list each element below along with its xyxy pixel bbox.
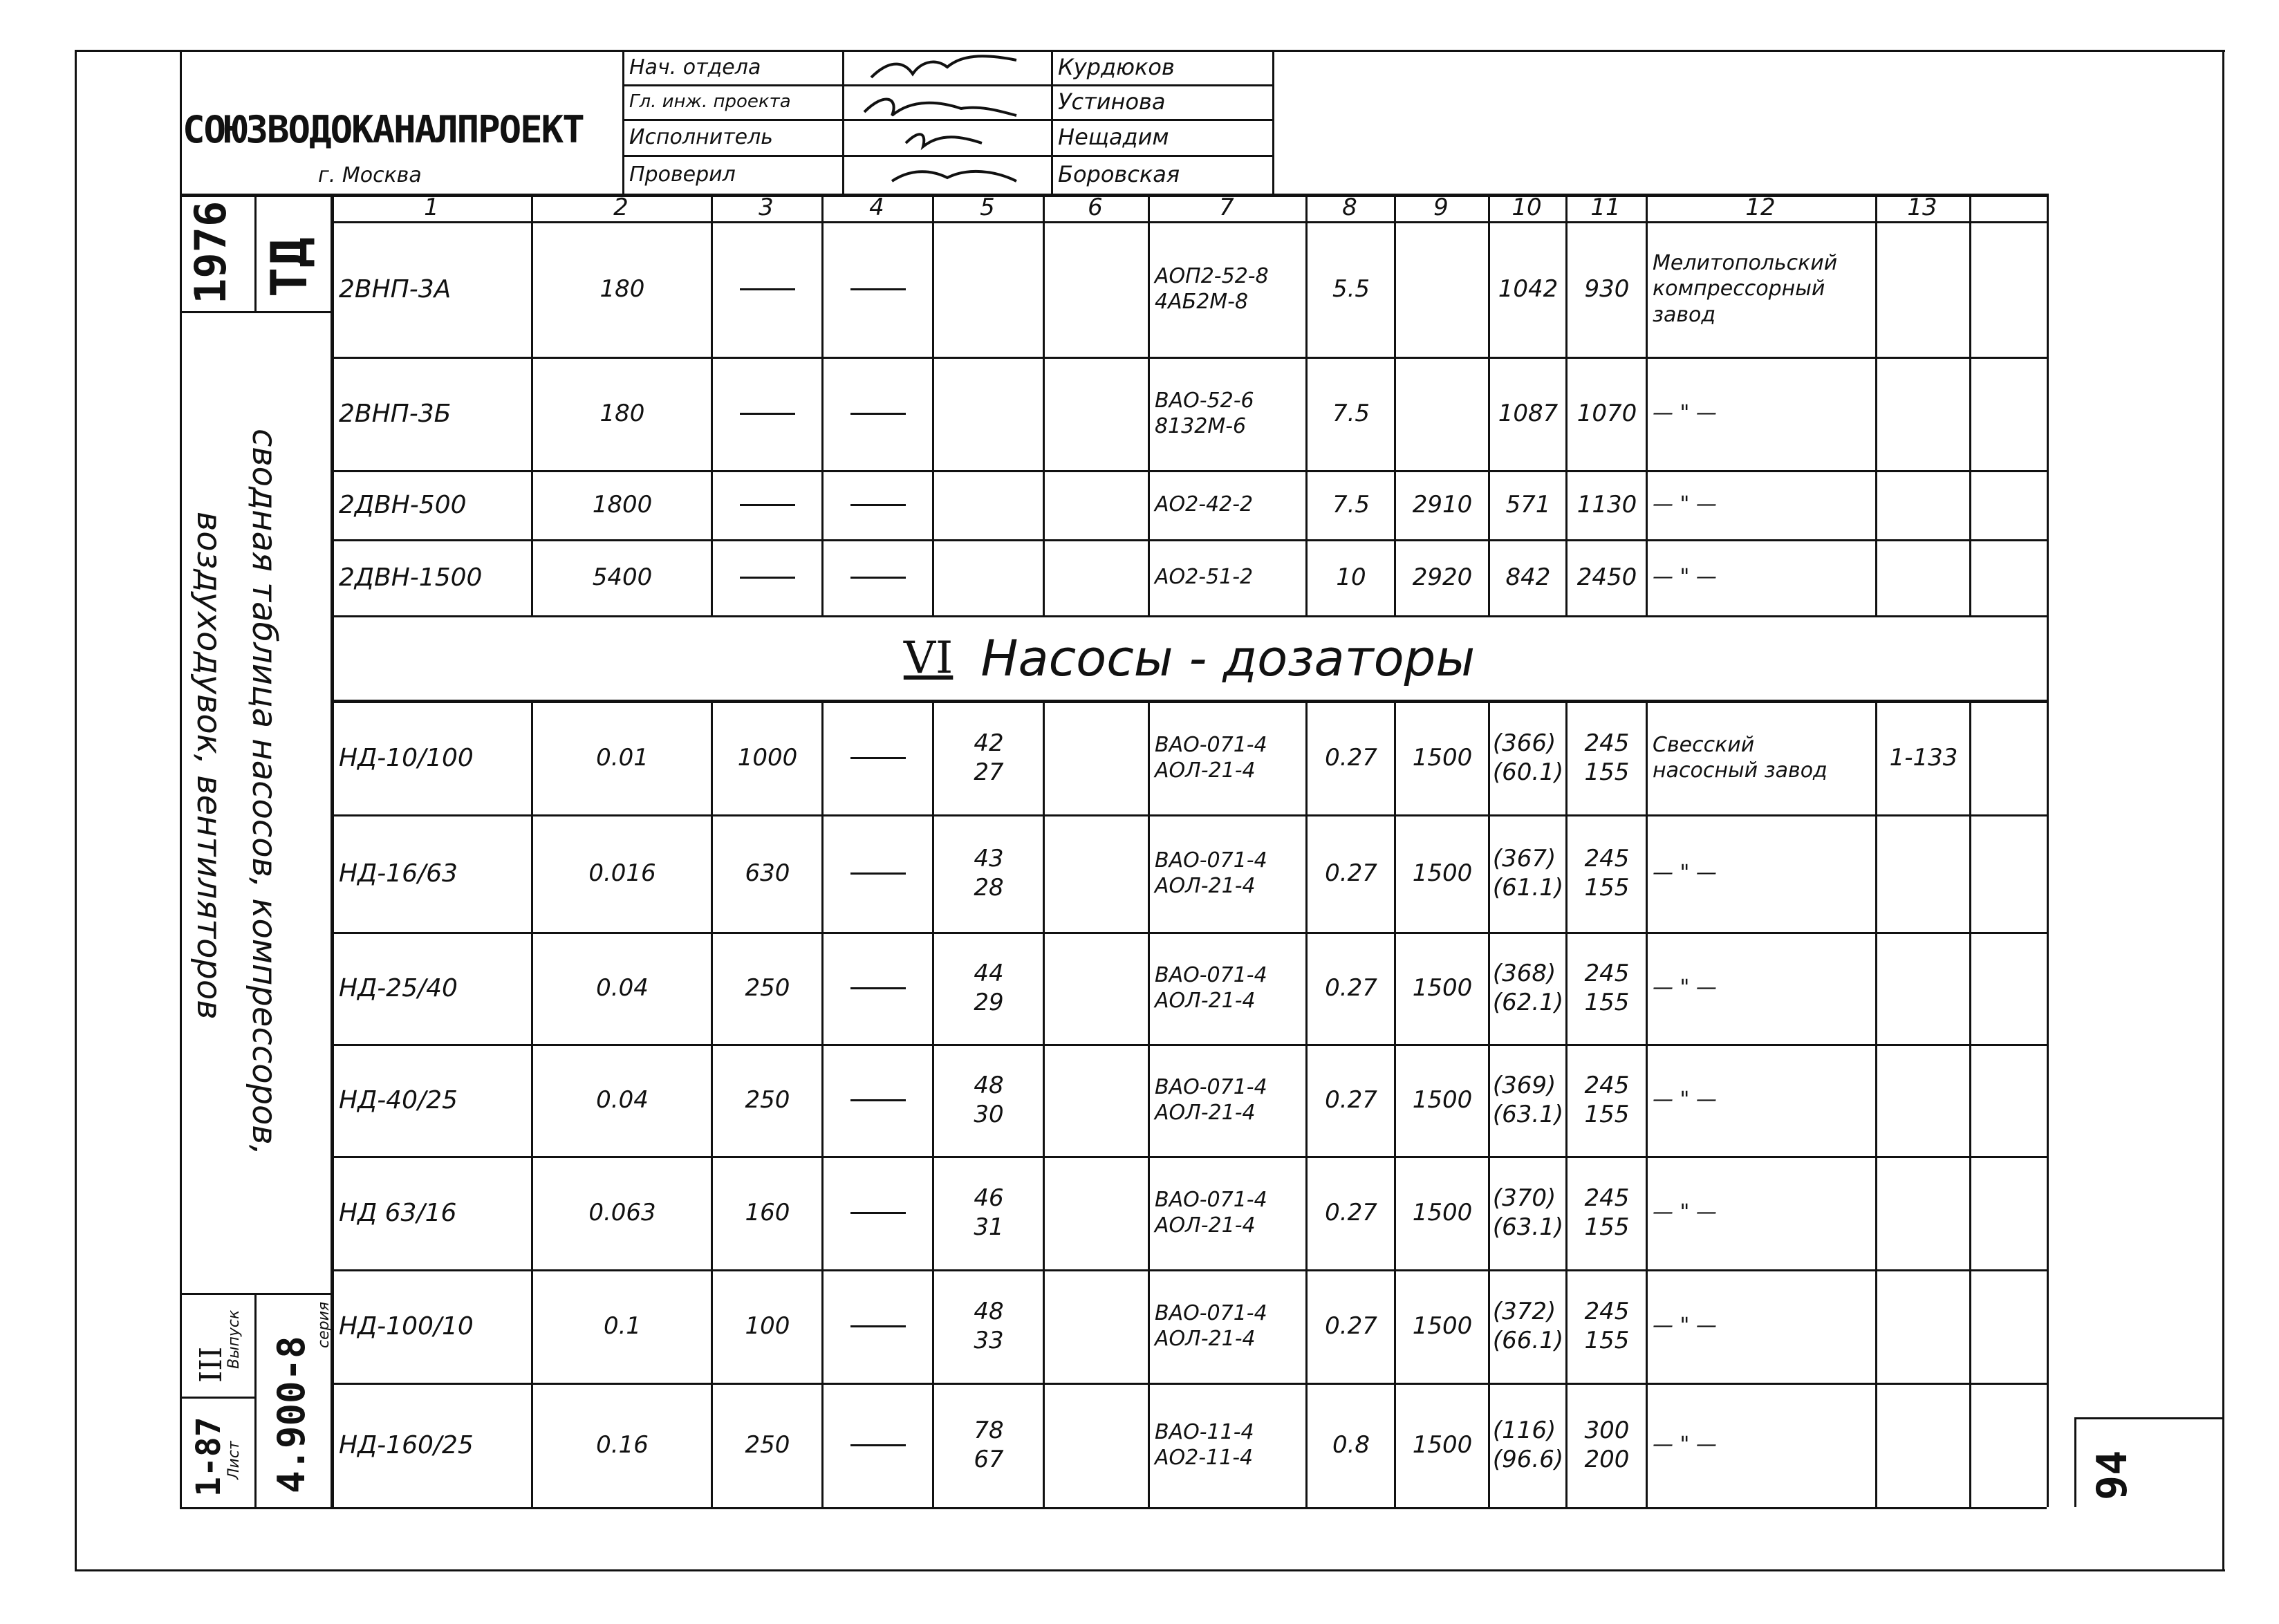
rows_top-row-4-col-11: 2450	[1576, 563, 1637, 591]
rows_bottom-row-3-col-6	[1050, 932, 1144, 1044]
rows_bottom-row-4-col-3: 250	[745, 1085, 790, 1114]
section-text: Насосы - дозаторы	[980, 629, 1476, 687]
rows_bottom-row-1-col-5: 42 27	[974, 729, 1004, 786]
rows_bottom-row-1-col-3: 1000	[737, 743, 798, 772]
stamp-role-3: Исполнитель	[629, 124, 773, 149]
rows_bottom-row-7-col-5: 78 67	[974, 1416, 1004, 1473]
rows_top-row-4-col-12: — " —	[1653, 565, 1717, 590]
side-title-line2: воздуходувок, вентиляторов	[189, 512, 228, 1020]
rows_top-row-3-col-5	[939, 470, 1039, 539]
rows_top-row-4-col-5	[939, 539, 1039, 615]
rows_top-row-1-col-2: 180	[599, 274, 645, 303]
dash-mark	[850, 757, 906, 759]
rows_top-row-3-col-7: АО2-42-2	[1155, 492, 1254, 517]
rows_top-row-2-col-6	[1050, 357, 1144, 470]
rows_top-row-2-col-5	[939, 357, 1039, 470]
rows_bottom-row-3-col-5: 44 29	[974, 959, 1004, 1016]
rows_top-row-4-col-2: 5400	[592, 563, 653, 591]
section-numeral: VI	[903, 633, 954, 684]
rows_top-row-3-col-11: 1130	[1576, 490, 1637, 519]
rows_top-row-3-col-2: 1800	[592, 490, 653, 519]
dash-mark	[740, 288, 795, 290]
column-header-1: 1	[424, 194, 439, 221]
column-header-4: 4	[869, 194, 884, 221]
rows_bottom-row-5-col-6	[1050, 1156, 1144, 1269]
rows_bottom-row-1-col-7: ВАО-071-4 АОЛ-21-4	[1155, 732, 1267, 783]
rows_bottom-row-2-col-12: — " —	[1653, 861, 1717, 886]
rows_bottom-row-7-col-1: НД-160/25	[339, 1430, 474, 1459]
dash-mark	[740, 413, 795, 415]
rows_top-row-3-col-8: 7.5	[1332, 490, 1370, 519]
dash-mark	[850, 1099, 906, 1101]
rows_top-row-3-col-6	[1050, 470, 1144, 539]
rows_top-row-2-col-9	[1401, 357, 1484, 470]
sheet-left-border	[75, 50, 77, 1571]
rows_top-row-2-col-8: 7.5	[1332, 399, 1370, 427]
side-sheet-label: Лист	[225, 1441, 243, 1480]
rows_bottom-row-5-col-1: НД 63/16	[339, 1198, 457, 1227]
rows_top-row-4-col-8: 10	[1336, 563, 1366, 591]
column-header-6: 6	[1088, 194, 1103, 221]
section-title	[332, 615, 2047, 701]
rows_bottom-row-1-col-12: Свесский насосный завод	[1653, 732, 1827, 783]
column-header-5: 5	[980, 194, 995, 221]
rows_bottom-row-2-col-7: ВАО-071-4 АОЛ-21-4	[1155, 848, 1267, 898]
rows_bottom-row-5-col-9: 1500	[1412, 1198, 1473, 1226]
stamp-name-1: Курдюков	[1058, 54, 1175, 80]
rows_bottom-row-2-col-13	[1882, 814, 1965, 932]
signature-graphics	[844, 50, 1050, 194]
rows_top-row-1-col-7: АОП2-52-8 4АБ2М-8	[1155, 263, 1269, 314]
rows_bottom-row-6-col-13	[1882, 1269, 1965, 1383]
rows_bottom-row-3-col-12: — " —	[1653, 976, 1717, 1000]
rows_bottom-row-1-col-8: 0.27	[1325, 743, 1377, 772]
rows_top-row-4-col-3	[718, 539, 817, 615]
main-table	[332, 194, 2047, 1507]
dash-mark	[850, 1212, 906, 1214]
rows_bottom-row-6-col-8: 0.27	[1325, 1312, 1377, 1340]
rows_bottom-row-5-col-3: 160	[745, 1198, 790, 1226]
dash-mark	[850, 987, 906, 989]
rows_top-row-3-col-4	[828, 470, 928, 539]
dash-mark	[850, 504, 906, 506]
rows_top-row-1-col-12: Мелитопольский компрессорный завод	[1653, 250, 1838, 327]
sheet-right-border	[2222, 50, 2224, 1571]
dash-mark	[850, 1444, 906, 1446]
rows_top-row-3-col-13	[1882, 470, 1965, 539]
rows_bottom-row-3-col-4	[828, 932, 928, 1044]
side-series-value: 4.900-8	[270, 1336, 313, 1493]
rows_bottom-row-4-col-4	[828, 1044, 928, 1156]
rows_bottom-row-6-col-7: ВАО-071-4 АОЛ-21-4	[1155, 1300, 1267, 1351]
rows_bottom-row-7-col-8: 0.8	[1332, 1430, 1370, 1459]
column-header-10: 10	[1511, 194, 1542, 221]
stamp-role-2: Гл. инж. проекта	[629, 91, 791, 112]
side-issue-label: Выпуск	[225, 1309, 243, 1369]
side-year: 1976	[185, 200, 236, 304]
rows_bottom-row-3-col-11: 245 155	[1584, 959, 1630, 1016]
dash-mark	[850, 288, 906, 290]
rows_bottom-row-6-col-11: 245 155	[1584, 1297, 1630, 1354]
column-header-13: 13	[1907, 194, 1937, 221]
organization-name: СОЮЗВОДОКАНАЛПРОЕКТ	[183, 107, 584, 151]
column-header-9: 9	[1433, 194, 1449, 221]
side-sheet-value: 1-87	[189, 1417, 228, 1497]
rows_bottom-row-6-col-1: НД-100/10	[339, 1312, 474, 1341]
rows_top-row-4-col-13	[1882, 539, 1965, 615]
dash-mark	[740, 577, 795, 579]
rows_top-row-4-col-4	[828, 539, 928, 615]
rows_top-row-4-col-6	[1050, 539, 1144, 615]
title-block	[180, 50, 1272, 195]
dash-mark	[850, 577, 906, 579]
rows_bottom-row-6-col-3: 100	[745, 1312, 790, 1340]
rows_top-row-2-col-4	[828, 357, 928, 470]
rows_bottom-row-5-col-12: — " —	[1653, 1200, 1717, 1225]
rows_top-row-1-col-6	[1050, 221, 1144, 357]
rows_bottom-row-4-col-12: — " —	[1653, 1088, 1717, 1112]
rows_bottom-row-5-col-7: ВАО-071-4 АОЛ-21-4	[1155, 1187, 1267, 1238]
rows_bottom-row-1-col-6	[1050, 701, 1144, 814]
rows_top-row-4-col-7: АО2-51-2	[1155, 565, 1254, 590]
rows_bottom-row-4-col-13	[1882, 1044, 1965, 1156]
rows_bottom-row-2-col-3: 630	[745, 859, 790, 887]
column-header-7: 7	[1219, 194, 1234, 221]
rows_bottom-row-2-col-6	[1050, 814, 1144, 932]
column-header-12: 12	[1745, 194, 1776, 221]
rows_bottom-row-4-col-11: 245 155	[1584, 1071, 1630, 1128]
rows_bottom-row-2-col-4	[828, 814, 928, 932]
page-number-box	[2047, 1417, 2222, 1507]
rows_bottom-row-1-col-2: 0.01	[596, 743, 649, 772]
stamp-name-2: Устинова	[1058, 88, 1166, 115]
rows_bottom-row-7-col-12: — " —	[1653, 1432, 1717, 1457]
rows_top-row-1-col-11: 930	[1584, 274, 1630, 303]
rows_bottom-row-2-col-9: 1500	[1412, 859, 1473, 887]
organization-city: г. Москва	[318, 162, 422, 187]
rows_bottom-row-6-col-10: (372) (66.1)	[1492, 1297, 1564, 1354]
rows_top-row-1-col-13	[1882, 221, 1965, 357]
rows_bottom-row-7-col-3: 250	[745, 1430, 790, 1459]
rows_bottom-row-4-col-2: 0.04	[596, 1085, 649, 1114]
rows_bottom-row-2-col-5: 43 28	[974, 844, 1004, 902]
rows_top-row-2-col-3	[718, 357, 817, 470]
page-number: 94	[2088, 1450, 2137, 1500]
rows_bottom-row-7-col-11: 300 200	[1584, 1416, 1630, 1473]
rows_bottom-row-2-col-8: 0.27	[1325, 859, 1377, 887]
rows_bottom-row-5-col-10: (370) (63.1)	[1492, 1184, 1564, 1241]
rows_bottom-row-7-col-4	[828, 1383, 928, 1507]
side-code: ТД	[260, 237, 318, 297]
rows_top-row-2-col-13	[1882, 357, 1965, 470]
rows_top-row-2-col-2: 180	[599, 399, 645, 427]
column-header-8: 8	[1342, 194, 1357, 221]
rows_top-row-2-col-1: 2ВНП-3Б	[339, 399, 452, 428]
rows_bottom-row-5-col-8: 0.27	[1325, 1198, 1377, 1226]
rows_bottom-row-1-col-10: (366) (60.1)	[1492, 729, 1564, 786]
rows_bottom-row-1-col-13: 1-133	[1889, 743, 1958, 772]
rows_bottom-row-3-col-10: (368) (62.1)	[1492, 959, 1564, 1016]
sheet-bottom-border	[75, 1569, 2225, 1571]
rows_bottom-row-7-col-13	[1882, 1383, 1965, 1507]
rows_top-row-3-col-3	[718, 470, 817, 539]
stamp-name-4: Боровская	[1058, 161, 1180, 187]
stamp-role-4: Проверил	[629, 162, 736, 187]
rows_top-row-3-col-9: 2910	[1412, 490, 1473, 519]
rows_bottom-row-6-col-5: 48 33	[974, 1297, 1004, 1354]
column-header-2: 2	[613, 194, 629, 221]
rows_bottom-row-4-col-6	[1050, 1044, 1144, 1156]
rows_bottom-row-4-col-1: НД-40/25	[339, 1085, 458, 1114]
rows_bottom-row-4-col-9: 1500	[1412, 1085, 1473, 1114]
rows_bottom-row-7-col-2: 0.16	[596, 1430, 649, 1459]
rows_bottom-row-4-col-8: 0.27	[1325, 1085, 1377, 1114]
rows_top-row-1-col-5	[939, 221, 1039, 357]
rows_bottom-row-3-col-3: 250	[745, 973, 790, 1002]
rows_bottom-row-5-col-2: 0.063	[588, 1198, 656, 1226]
rows_bottom-row-3-col-2: 0.04	[596, 973, 649, 1002]
rows_bottom-row-2-col-11: 245 155	[1584, 844, 1630, 902]
rows_bottom-row-7-col-10: (116) (96.6)	[1492, 1416, 1564, 1473]
rows_top-row-2-col-10: 1087	[1498, 399, 1559, 427]
dash-mark	[740, 504, 795, 506]
rows_bottom-row-2-col-1: НД-16/63	[339, 859, 458, 888]
rows_top-row-4-col-10: 842	[1505, 563, 1551, 591]
rows_top-row-1-col-9	[1401, 221, 1484, 357]
side-strip	[180, 194, 332, 1507]
rows_bottom-row-2-col-10: (367) (61.1)	[1492, 844, 1564, 902]
rows_top-row-3-col-12: — " —	[1653, 492, 1717, 517]
side-issue-value: III	[194, 1346, 229, 1383]
rows_bottom-row-5-col-5: 46 31	[974, 1184, 1004, 1241]
rows_top-row-2-col-7: ВАО-52-6 8132М-6	[1155, 388, 1254, 438]
column-header-3: 3	[759, 194, 774, 221]
rows_bottom-row-7-col-9: 1500	[1412, 1430, 1473, 1459]
rows_bottom-row-4-col-5: 48 30	[974, 1071, 1004, 1128]
rows_bottom-row-7-col-6	[1050, 1383, 1144, 1507]
rows_top-row-4-col-1: 2ДВН-1500	[339, 563, 483, 592]
rows_bottom-row-1-col-9: 1500	[1412, 743, 1473, 772]
rows_top-row-1-col-8: 5.5	[1332, 274, 1370, 303]
rows_top-row-3-col-10: 571	[1505, 490, 1551, 519]
side-series-label: серия	[315, 1301, 333, 1348]
rows_top-row-3-col-1: 2ДВН-500	[339, 490, 467, 519]
rows_bottom-row-7-col-7: ВАО-11-4 АО2-11-4	[1155, 1419, 1254, 1470]
rows_bottom-row-3-col-9: 1500	[1412, 973, 1473, 1002]
rows_bottom-row-1-col-4	[828, 701, 928, 814]
rows_top-row-1-col-4	[828, 221, 928, 357]
column-header-11: 11	[1590, 194, 1621, 221]
rows_bottom-row-3-col-13	[1882, 932, 1965, 1044]
rows_bottom-row-4-col-7: ВАО-071-4 АОЛ-21-4	[1155, 1074, 1267, 1125]
rows_bottom-row-6-col-9: 1500	[1412, 1312, 1473, 1340]
rows_top-row-1-col-1: 2ВНП-3А	[339, 274, 452, 304]
rows_top-row-1-col-3	[718, 221, 817, 357]
rows_bottom-row-6-col-6	[1050, 1269, 1144, 1383]
stamp-name-3: Нещадим	[1058, 124, 1169, 150]
dash-mark	[850, 1325, 906, 1327]
rows_bottom-row-6-col-2: 0.1	[603, 1312, 642, 1340]
rows_top-row-4-col-9: 2920	[1412, 563, 1473, 591]
side-title-line1: сводная таблица насосов, компрессоров,	[245, 429, 283, 1155]
rows_bottom-row-3-col-8: 0.27	[1325, 973, 1377, 1002]
rows_bottom-row-1-col-11: 245 155	[1584, 729, 1630, 786]
rows_bottom-row-6-col-12: — " —	[1653, 1314, 1717, 1338]
rows_bottom-row-6-col-4	[828, 1269, 928, 1383]
rows_bottom-row-3-col-1: НД-25/40	[339, 973, 458, 1002]
rows_top-row-2-col-11: 1070	[1576, 399, 1637, 427]
rows_bottom-row-3-col-7: ВАО-071-4 АОЛ-21-4	[1155, 962, 1267, 1013]
dash-mark	[850, 872, 906, 875]
rows_top-row-1-col-10: 1042	[1498, 274, 1559, 303]
rows_bottom-row-5-col-4	[828, 1156, 928, 1269]
dash-mark	[850, 413, 906, 415]
rows_bottom-row-4-col-10: (369) (63.1)	[1492, 1071, 1564, 1128]
rows_bottom-row-1-col-1: НД-10/100	[339, 743, 474, 772]
stamp-role-1: Нач. отдела	[629, 55, 761, 80]
rows_bottom-row-5-col-13	[1882, 1156, 1965, 1269]
rows_bottom-row-5-col-11: 245 155	[1584, 1184, 1630, 1241]
rows_bottom-row-2-col-2: 0.016	[588, 859, 656, 887]
rows_top-row-2-col-12: — " —	[1653, 401, 1717, 426]
